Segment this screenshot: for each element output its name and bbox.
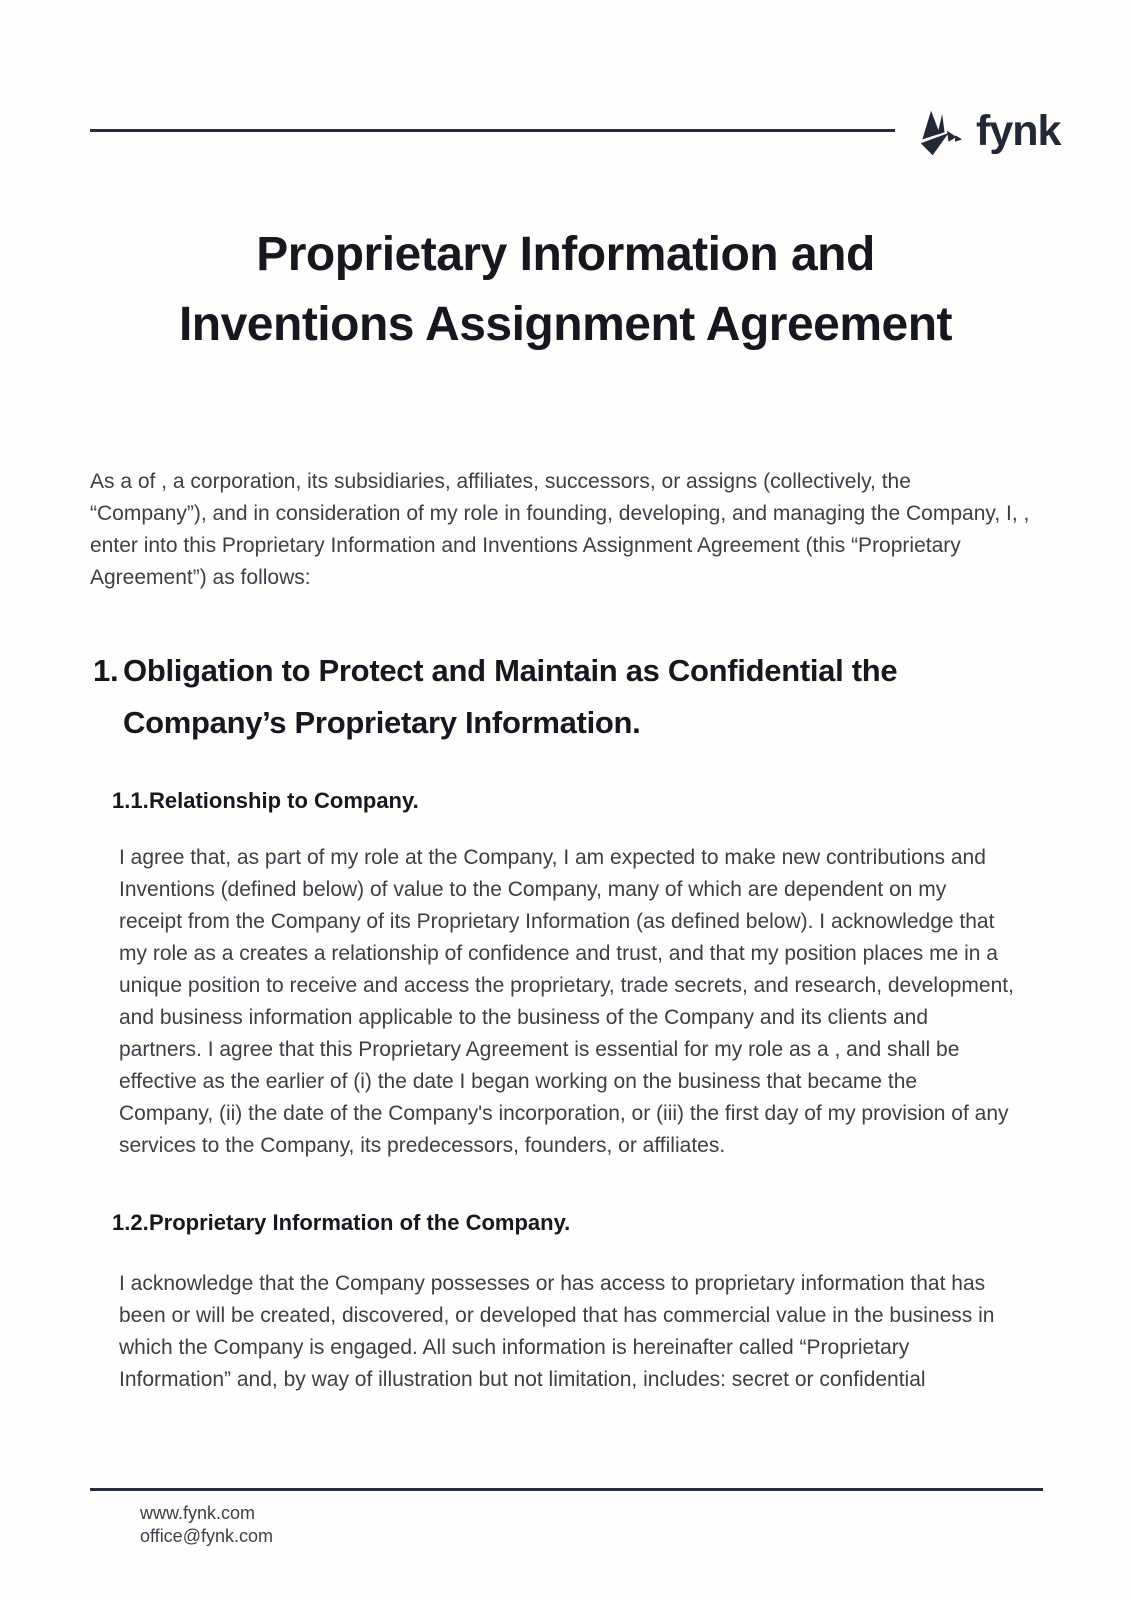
footer-email-link[interactable]: office@fynk.com <box>140 1526 273 1546</box>
footer-rule <box>90 1488 1043 1491</box>
document-title-line-2: Inventions Assignment Agreement <box>178 298 953 351</box>
subsection-1-1-paragraph: I agree that, as part of my role at the Company, I am expected to make new contributions and Inventions (defined below) of value to the Company, many of which are dependent on my receipt from the Company of its Proprietary Information (as defined below). I acknowledge that my role as a creates a relationship of confidence and trust, and that my position places me in a unique position to receive and access the proprietary, trade secrets, and research, development, and business information applicable to the business of the Company and its clients and partners. I agree that this Proprietary Agreement is essential for my role as a , and shall be effective as the earlier of (i) the date I began working on the business that became the Company, (ii) the date of the Company's incorporation, or (iii) the first day of my provision of any services to the Company, its predecessors, founders, or affiliates. <box>119 846 1014 1157</box>
logo-wordmark: fynk <box>976 107 1061 155</box>
subsection-1-2-number: 1.2. <box>112 1210 149 1235</box>
document-title <box>0 220 1131 360</box>
subsection-1-1-number: 1.1. <box>112 788 149 813</box>
section-1-number: 1. <box>93 653 119 688</box>
fynk-logo <box>916 104 1060 159</box>
footer <box>140 1502 273 1548</box>
intro-paragraph: As a of , a corporation, its subsidiaries, affiliates, successors, or assigns (collectively, the “Company”), and in consideration of my role in founding, developing, and managing the Company, I, , enter into this Proprietary Information and Inventions Assignment Agreement (this “Proprietary Agreement”) as follows: <box>90 470 1030 589</box>
origami-bird-icon <box>916 107 962 159</box>
section-1-heading <box>93 645 1043 749</box>
section-1-heading-text: Obligation to Protect and Maintain as Confidential the Company’s Proprietary Information. <box>123 653 898 740</box>
subsection-1-1-heading-text: Relationship to Company. <box>149 788 419 813</box>
document-title-line-1: Proprietary Information and <box>256 228 875 281</box>
subsection-1-2-heading-text: Proprietary Information of the Company. <box>149 1210 571 1235</box>
subsection-1-2-paragraph: I acknowledge that the Company possesses or has access to proprietary information that has been or will be created, discovered, or developed that has commercial value in the business in which the Company is engaged. All such information is hereinafter called “Proprietary Information” and, by way of illustration but not limitation, includes: secret or confidential <box>119 1272 995 1391</box>
subsection-1-2-heading <box>112 1208 570 1238</box>
header-rule <box>90 129 895 132</box>
footer-website-link[interactable]: www.fynk.com <box>140 1503 256 1523</box>
subsection-1-1-heading <box>112 786 419 816</box>
